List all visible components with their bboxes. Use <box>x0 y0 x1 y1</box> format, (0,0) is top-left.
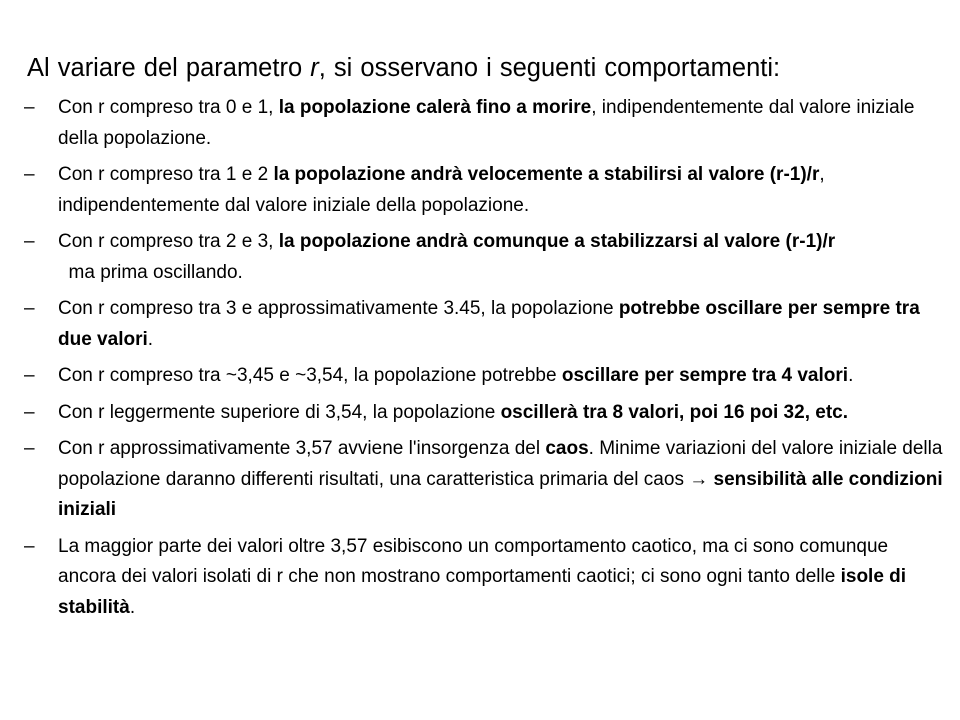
bullet-text: Con r leggermente superiore di 3,54, la popolazione <box>58 401 501 423</box>
bullet-bold-text: la popolazione calerà fino a morire <box>278 97 592 118</box>
bullet-bold-text: oscillare per sempre tra 4 valori <box>561 365 849 386</box>
bullet-islands-of-stability <box>24 532 944 624</box>
heading-variable: r <box>310 54 319 82</box>
dash-marker: – <box>24 535 35 557</box>
dash-marker: – <box>24 298 35 319</box>
bullet-text: Con r compreso tra ~3,45 e ~3,54, la popolazione potrebbe <box>58 365 562 386</box>
bullet-r-1-2 <box>24 160 944 221</box>
bullet-r-345-354 <box>24 361 944 392</box>
dash-marker: – <box>24 231 35 252</box>
bullet-text: ma prima oscillando. <box>58 261 243 283</box>
bullet-bold-text: caos <box>545 438 589 459</box>
dash-marker: – <box>24 97 35 118</box>
bullet-r-2-3 <box>24 227 944 288</box>
bullet-list <box>24 93 944 629</box>
bullet-bold-text: sensibilità alle condizioni iniziali <box>58 468 943 520</box>
bullet-bold-text: oscillerà tra 8 valori, poi 16 poi 32, etc. <box>500 401 848 423</box>
bullet-r-357-chaos <box>24 434 944 526</box>
slide-heading <box>27 51 947 85</box>
bullet-text: , indipendentemente dal valore iniziale della popolazione. <box>58 97 915 149</box>
bullet-bold-text: la popolazione andrà comunque a stabilizzarsi al valore (r-1)/r <box>278 231 836 252</box>
heading-text-start: Al variare del parametro <box>27 54 311 82</box>
dash-marker: – <box>24 365 35 386</box>
bullet-text: , indipendentemente dal valore iniziale della popolazione. <box>58 164 825 216</box>
bullet-text: . <box>848 365 854 386</box>
bullet-text: Con r approssimativamente 3,57 avviene l'insorgenza del <box>58 438 546 459</box>
bullet-r-above-354 <box>24 398 944 429</box>
dash-marker: – <box>24 438 35 459</box>
bullet-text: Con r compreso tra 0 e 1, <box>58 97 279 118</box>
heading-text-end: , si osservano i seguenti comportamenti: <box>318 54 781 82</box>
bullet-text: Con r compreso tra 2 e 3, <box>58 231 279 252</box>
bullet-bold-text: isole di stabilità <box>58 566 907 618</box>
dash-marker: – <box>24 401 35 423</box>
bullet-r-0-1 <box>24 93 944 154</box>
bullet-text: . <box>129 596 136 618</box>
bullet-text: La maggior parte dei valori oltre 3,57 esibiscono un comportamento caotico, ma ci sono comunque ancora dei valori isolati di r che non mostrano comportamenti caotici; ci sono ogni tanto delle <box>58 535 889 587</box>
bullet-text: . Minime variazioni del valore iniziale della popolazione daranno differenti risultati, una caratteristica primaria del caos → <box>58 438 943 490</box>
bullet-text: Con r compreso tra 3 e approssimativamente 3.45, la popolazione <box>58 298 619 319</box>
bullet-text: Con r compreso tra 1 e 2 <box>58 164 274 185</box>
bullet-r-3-345 <box>24 294 944 355</box>
bullet-bold-text: la popolazione andrà velocemente a stabilirsi al valore (r-1)/r <box>273 164 820 185</box>
bullet-text: . <box>147 328 154 350</box>
bullet-bold-text: potrebbe oscillare per sempre tra due valori <box>58 298 920 350</box>
dash-marker: – <box>24 164 35 185</box>
